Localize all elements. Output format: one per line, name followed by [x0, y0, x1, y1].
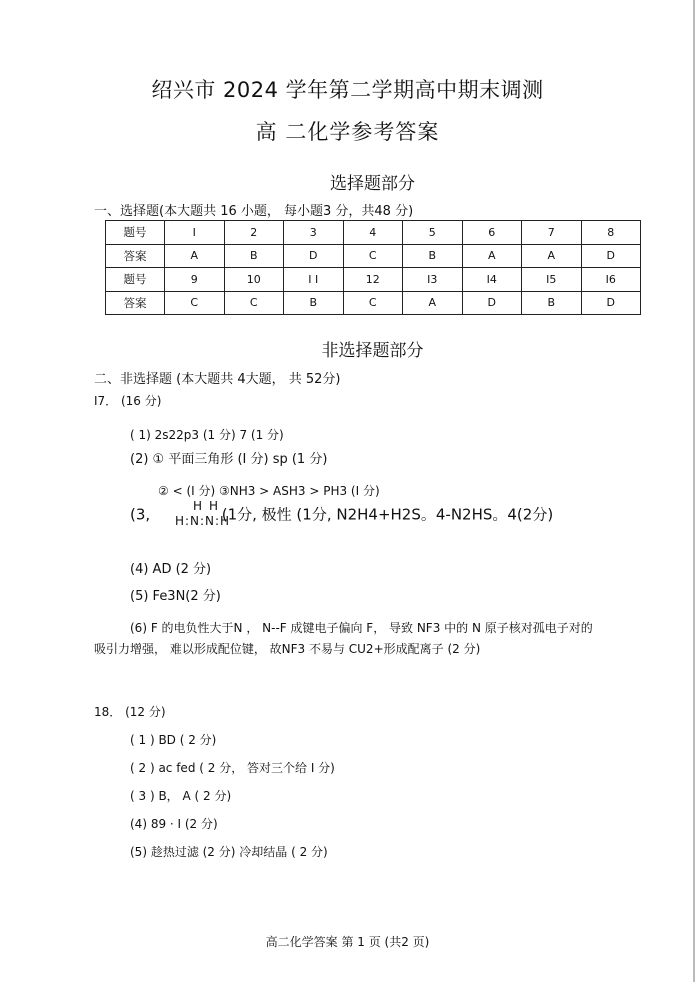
answer-cell: A — [403, 291, 463, 315]
section-nonchoice-title: 非选择题部分 — [321, 341, 424, 361]
q18-answer-3: ( 3 ) B， A ( 2 分) — [130, 789, 232, 803]
document-title: 绍兴市 2024 学年第二学期高中期末调测 — [151, 78, 544, 102]
question-number: 9 — [165, 268, 225, 292]
question-number: 7 — [522, 221, 582, 245]
table-header-cell: 题号 — [106, 268, 165, 292]
q17-heading: I7． (16 分) — [94, 394, 162, 408]
struct-h-top-1: H — [192, 499, 202, 513]
question-number: I5 — [522, 268, 582, 292]
table-row-answers-1 — [106, 244, 641, 268]
q18-answer-5: (5) 趁热过滤 (2 分) 冷却结晶 ( 2 分) — [130, 845, 328, 859]
section-choice-title: 选择题部分 — [330, 174, 415, 194]
q17-answer-1: ( 1) 2s22p3 (1 分) 7 (1 分) — [130, 428, 284, 442]
struct-bottom-line: H:N:N:H — [174, 514, 231, 528]
answer-cell: D — [284, 244, 344, 268]
table-header-cell: 答案 — [106, 244, 165, 268]
question-number: 5 — [403, 221, 463, 245]
question-number: 3 — [284, 221, 344, 245]
question-number: I I — [284, 268, 344, 292]
answer-cell: B — [224, 244, 284, 268]
question-number: I6 — [581, 268, 641, 292]
answer-cell: D — [581, 244, 641, 268]
answer-cell: D — [581, 291, 641, 315]
answer-cell: A — [462, 244, 522, 268]
answer-cell: C — [343, 244, 403, 268]
q18-answer-2: ( 2 ) ac fed ( 2 分， 答对三个给 I 分) — [130, 761, 335, 775]
q18-heading: 18． (12 分) — [94, 705, 166, 719]
question-number: I — [165, 221, 225, 245]
q17-answer-3 — [130, 499, 554, 528]
question-number: 2 — [224, 221, 284, 245]
q17-answer-2: (2) ① 平面三角形 (I 分) sp (1 分) — [130, 452, 328, 467]
document-subtitle: 高 二化学参考答案 — [255, 120, 440, 144]
answer-cell: A — [522, 244, 582, 268]
answer-cell: C — [343, 291, 403, 315]
electron-dot-structure — [155, 499, 231, 528]
table-row-numbers-1 — [106, 221, 641, 245]
q18-answer-1: ( 1 ) BD ( 2 分) — [130, 733, 217, 747]
table-header-cell: 答案 — [106, 291, 165, 315]
question-number: 6 — [462, 221, 522, 245]
part1-heading: 一、选择题(本大题共 16 小题， 每小题3 分，共48 分) — [94, 204, 414, 219]
answer-cell: C — [224, 291, 284, 315]
table-row-numbers-2 — [106, 268, 641, 292]
q17-answer-6: (6) F 的电负性大于N ， N--F 成键电子偏向 F， 导致 NF3 中的 N 原子核对孤电子对的 — [130, 621, 593, 635]
page-footer: 高二化学答案 第 1 页 (共2 页) — [265, 935, 430, 949]
question-number: 10 — [224, 268, 284, 292]
answer-cell: B — [284, 291, 344, 315]
question-number: 12 — [343, 268, 403, 292]
table-header-cell: 题号 — [106, 221, 165, 245]
question-number: 8 — [581, 221, 641, 245]
struct-h-top-2: H — [208, 499, 218, 513]
q17-answer-6-cont: 吸引力增强， 难以形成配位键， 故NF3 不易与 CU2+形成配离子 (2 分) — [94, 642, 481, 656]
q17-answer-3-suffix: (1分, 极性 (1分, N2H4+H2S。4-N2HS。4(2分) — [221, 505, 554, 524]
answer-cell: A — [165, 244, 225, 268]
answer-cell: B — [522, 291, 582, 315]
q17-answer-4: (4) AD (2 分) — [130, 562, 212, 577]
part2-heading: 二、非选择题 (本大题共 4大题， 共 52分) — [94, 372, 341, 387]
answer-cell: D — [462, 291, 522, 315]
answer-cell: B — [403, 244, 463, 268]
question-number: I3 — [403, 268, 463, 292]
table-row-answers-2 — [106, 291, 641, 315]
q17-answer-5: (5) Fe3N(2 分) — [130, 589, 221, 604]
q17-answer-3-prefix: (3, — [130, 505, 151, 524]
answer-cell: C — [165, 291, 225, 315]
question-number: I4 — [462, 268, 522, 292]
q18-answer-4: (4) 89 · I (2 分) — [130, 817, 218, 831]
question-number: 4 — [343, 221, 403, 245]
answer-table — [105, 220, 641, 315]
q17-answer-2b: ② < (I 分) ③NH3 > ASH3 > PH3 (I 分) — [158, 484, 380, 498]
